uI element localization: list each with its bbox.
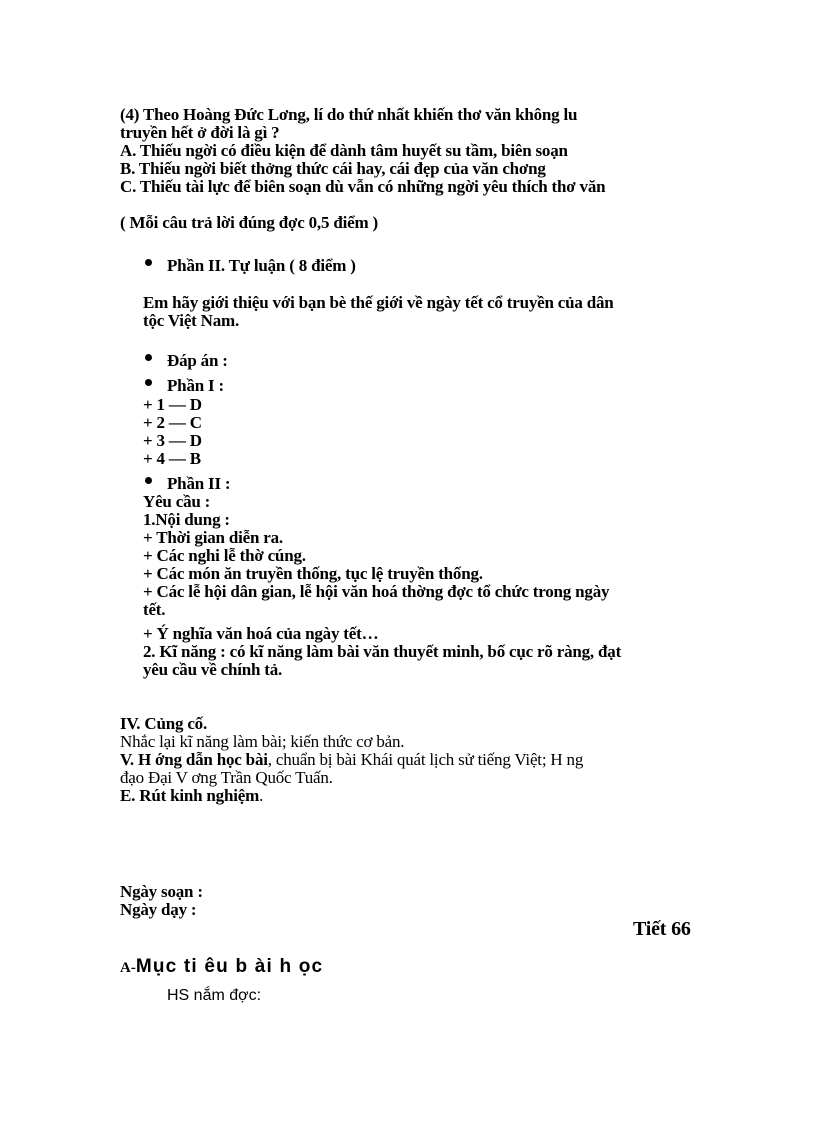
section-a-prefix: A- [120, 960, 136, 976]
question-4-line-2: truyền hết ở đời là gì ? [120, 123, 280, 142]
question-4-option-c: C. Thiếu tài lực để biên soạn dù vẫn có những ngời yêu thích thơ văn [120, 177, 606, 196]
question-4-option-b: B. Thiếu ngời biết thởng thức cái hay, cái đẹp của văn chơng [120, 159, 546, 178]
section-v-body-2: đạo Đại V ơng Trần Quốc Tuấn. [120, 768, 333, 787]
content-item-1: + Thời gian diễn ra. [143, 528, 283, 547]
essay-prompt-line-2: tộc Việt Nam. [143, 311, 240, 330]
answer-key-heading: Đáp án : [167, 351, 228, 370]
answer-item-4: + 4 — B [143, 449, 201, 468]
skill-line-2: yêu cầu về chính tả. [143, 660, 283, 679]
content-item-2: + Các nghi lễ thờ cúng. [143, 546, 306, 565]
section-v-heading: V. H ớng dẫn học bài [120, 750, 268, 769]
answer-part-1-label: Phần I : [167, 376, 224, 395]
section-v-body-1: , chuẩn bị bài Khái quát lịch sử tiếng Việt; H ng [267, 750, 584, 769]
essay-prompt-line-1: Em hãy giới thiệu với bạn bè thế giới về ngày tết cổ truyền của dân [143, 293, 614, 312]
requirements-label: Yêu cầu : [143, 492, 211, 511]
section-e-heading: E. Rút kinh nghiệm [120, 786, 260, 805]
skill-line-1: 2. Kĩ năng : có kĩ năng làm bài văn thuyết minh, bố cục rõ ràng, đạt [143, 642, 622, 661]
section-iv-body: Nhắc lại kĩ năng làm bài; kiến thức cơ bản. [120, 732, 405, 751]
answer-item-2: + 2 — C [143, 413, 202, 432]
compose-date-label: Ngày soạn : [120, 882, 203, 901]
answer-item-1: + 1 — D [143, 395, 202, 414]
question-4-option-a: A. Thiếu ngời có điều kiện để dành tâm huyết su tầm, biên soạn [120, 141, 568, 160]
section-a-title: Mục ti êu b ài h ọc [135, 956, 324, 977]
question-4-line-1: (4) Theo Hoàng Đức Lơng, lí do thứ nhất khiến thơ văn không lu [120, 105, 578, 124]
bullet-dot [145, 379, 152, 386]
section-v-line-1 [120, 751, 583, 769]
content-item-4-cont: tết. [143, 600, 166, 619]
bullet-dot [145, 259, 152, 266]
section-iv-heading: IV. Củng cố. [120, 714, 208, 733]
content-label: 1.Nội dung : [143, 510, 230, 529]
section-e-tail: . [259, 786, 264, 805]
part-2-heading: Phần II. Tự luận ( 8 điểm ) [167, 256, 356, 275]
score-note: ( Mỗi câu trả lời đúng đợc 0,5 điểm ) [120, 213, 378, 232]
section-a-heading [120, 958, 323, 977]
bullet-dot [145, 354, 152, 361]
lesson-number: Tiết 66 [633, 918, 691, 940]
bullet-dot [145, 477, 152, 484]
content-item-4: + Các lễ hội dân gian, lễ hội văn hoá thờng đợc tổ chức trong ngày [143, 582, 610, 601]
answer-part-2-label: Phần II : [167, 474, 231, 493]
teach-date-label: Ngày dạy : [120, 900, 197, 919]
answer-item-3: + 3 — D [143, 431, 202, 450]
students-note: HS nắm đợc: [167, 987, 262, 1004]
content-item-3: + Các món ăn truyền thống, tục lệ truyền thống. [143, 564, 483, 583]
content-item-5: + Ý nghĩa văn hoá của ngày tết… [143, 624, 379, 643]
section-e-line [120, 787, 263, 805]
